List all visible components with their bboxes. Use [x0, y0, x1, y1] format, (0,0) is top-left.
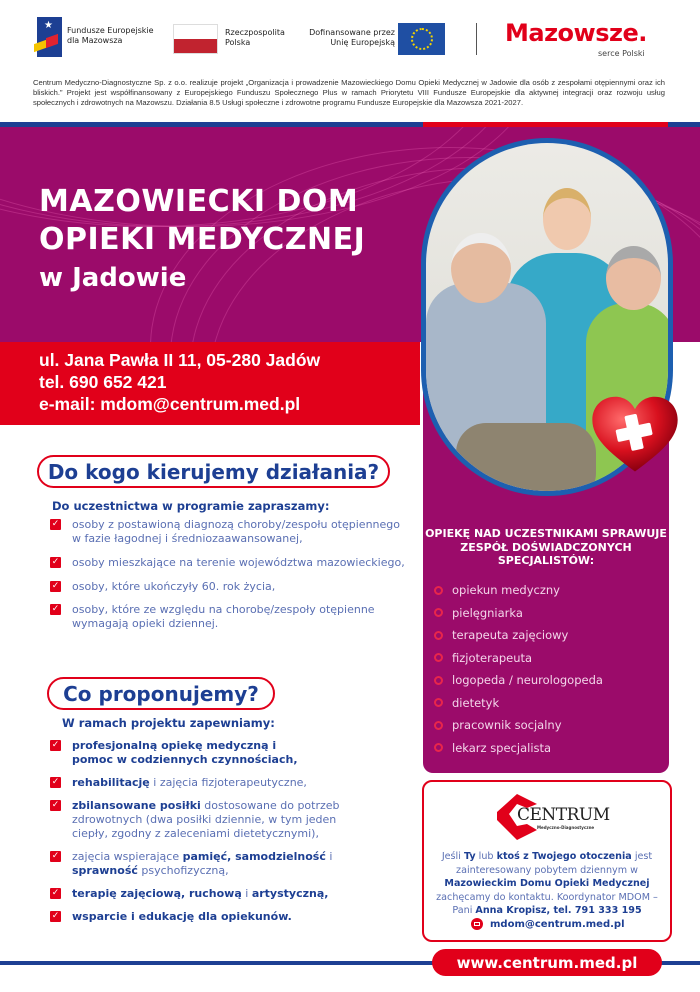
bullet-icon — [434, 631, 443, 640]
phone[interactable]: tel. 690 652 421 — [39, 372, 167, 392]
member-label: dietetyk — [452, 695, 500, 710]
item-text: zajęcia wspierające — [72, 850, 183, 863]
website-link[interactable]: www.centrum.med.pl — [432, 949, 662, 976]
fe-line2: dla Mazowsza — [67, 36, 123, 45]
contact-bar — [0, 342, 420, 425]
checkbox-icon: ✓ — [51, 581, 60, 591]
centrum-tagline: Medyczno-Diagnostyczne — [537, 825, 595, 830]
item-text: i — [241, 887, 252, 900]
bullet-icon — [434, 698, 443, 707]
item-bold: pamięć, samodzielność — [182, 850, 326, 863]
list-item — [50, 580, 410, 594]
checkbox-icon: ✓ — [51, 800, 60, 810]
item-bold: sprawność — [72, 864, 138, 877]
text: lub — [475, 851, 497, 862]
checkbox-icon: ✓ — [51, 557, 60, 567]
bullet-icon — [434, 743, 443, 752]
item-bold: zbilansowane posiłki — [72, 799, 201, 812]
bullet-icon — [434, 721, 443, 730]
checkbox-icon: ✓ — [51, 519, 60, 529]
checkbox-icon: ✓ — [51, 888, 60, 898]
fe-line1: Fundusze Europejskie — [67, 26, 154, 35]
eu-line1: Dofinansowane przez — [309, 28, 395, 37]
project-disclaimer: Centrum Medyczno-Diagnostyczne Sp. z o.o. realizuje projekt „Organizacja i prowadzenie Mazowieckiego Domu Opieki Medycznej w Jadowie dla osób z zespołami otępiennymi oraz ich bliskich.” Projekt jest współfinansowany z Europejskiego Funduszu Społecznego Plus w ramach Priorytetu VIII Fundusze Europejskie dla aktywnej integracji oraz rozwoju usług społecznych i zdrowotnych na Mazowszu. Działania 8.5 Usługi społeczne i zdrowotne programu Fundusze Europejskie dla Mazowsza 2021-2027. — [33, 78, 665, 107]
contact-description — [428, 850, 666, 918]
text: zachęcamy do kontaktu. Koordynator MDOM – Pani — [436, 891, 658, 916]
list-item — [434, 647, 664, 670]
member-label: logopeda / neurologopeda — [452, 673, 603, 688]
member-label: pracownik socjalny — [452, 718, 562, 733]
rzeczpospolita-label — [225, 28, 285, 48]
item-text: i zajęcia fizjoterapeutyczne, — [149, 776, 307, 789]
email-text[interactable]: mdom@centrum.med.pl — [490, 918, 625, 930]
email-link[interactable]: e-mail: mdom@centrum.med.pl — [39, 394, 301, 414]
mail-icon — [471, 918, 483, 930]
title-line2: OPIEKI MEDYCZNEJ — [39, 222, 366, 257]
item-text: osoby, które ukończyły 60. rok życia, — [72, 580, 276, 593]
list-item — [434, 624, 664, 647]
item-bold: terapię zajęciową, ruchową — [72, 887, 242, 900]
member-label: pielęgniarka — [452, 605, 523, 620]
polish-flag-icon — [173, 24, 218, 54]
text-bold: Mazowieckim Domu Opieki Medycznej — [444, 878, 650, 889]
list-item — [434, 579, 664, 602]
rp-line1: Rzeczpospolita — [225, 28, 285, 37]
list-item — [434, 714, 664, 737]
bullet-icon — [434, 676, 443, 685]
text-bold: ktoś z Twojego otoczenia — [496, 851, 632, 862]
mazowsze-logo: Mazowsze. — [505, 19, 647, 47]
checkbox-icon: ✓ — [51, 911, 60, 921]
checkbox-icon: ✓ — [51, 851, 60, 861]
eligibility-list — [50, 518, 410, 631]
heart-cross-icon — [590, 395, 680, 475]
centrum-name: CENTRUM — [517, 805, 610, 825]
fundusze-europejskie-logo-icon: ★ — [37, 17, 62, 57]
logo-divider — [476, 23, 477, 55]
title-line1: MAZOWIECKI DOM — [39, 184, 359, 219]
item-bold: rehabilitację — [72, 776, 150, 789]
checkbox-icon: ✓ — [51, 777, 60, 787]
fundusze-europejskie-label — [67, 26, 154, 46]
list-item — [50, 887, 410, 901]
team-list — [434, 579, 664, 759]
member-label: fizjoterapeuta — [452, 650, 533, 665]
list-item — [434, 737, 664, 760]
section-heading-offer: Co proponujemy? — [47, 677, 275, 710]
list-item — [50, 556, 410, 570]
list-item — [434, 692, 664, 715]
list-item — [50, 799, 350, 841]
list-item — [50, 603, 410, 631]
list-item — [50, 910, 410, 924]
bullet-icon — [434, 653, 443, 662]
section-subheading: W ramach projektu zapewniamy: — [62, 716, 275, 730]
item-text: i — [325, 850, 333, 863]
contact-email-link[interactable] — [471, 918, 625, 930]
list-item — [50, 739, 320, 767]
funding-logos — [0, 0, 700, 72]
eu-flag-icon — [398, 23, 445, 55]
text-bold: Ty — [463, 851, 476, 862]
section-subheading: Do uczestnictwa w programie zapraszamy: — [52, 499, 330, 513]
list-item — [50, 518, 410, 546]
bullet-icon — [434, 586, 443, 595]
checkbox-icon: ✓ — [51, 740, 60, 750]
contact-box — [422, 780, 672, 942]
item-bold: profesjonalną opiekę medyczną i pomoc w codziennych czynnościach, — [72, 739, 298, 766]
coordinator-contact: Anna Kropisz, tel. 791 333 195 — [475, 905, 642, 916]
checkbox-icon: ✓ — [51, 604, 60, 614]
rp-line2: Polska — [225, 38, 251, 47]
list-item — [50, 776, 410, 790]
centrum-logo — [497, 794, 610, 840]
text: Jeśli — [441, 851, 464, 862]
member-label: lekarz specjalista — [452, 740, 552, 755]
item-text: psychofizyczną, — [137, 864, 229, 877]
text: jest zainteresowany pobytem dziennym w — [456, 851, 653, 876]
item-text: osoby mieszkające na terenie województwa mazowieckiego, — [72, 556, 405, 569]
list-item — [50, 850, 340, 878]
eu-line2: Unię Europejską — [330, 38, 395, 47]
item-bold: wsparcie i edukację dla opiekunów. — [72, 910, 292, 923]
item-text: osoby, które ze względu na chorobę/zespoły otępienne wymagają opieki dziennej. — [72, 603, 375, 630]
member-label: terapeuta zajęciowy — [452, 628, 569, 643]
member-label: opiekun medyczny — [452, 583, 560, 598]
page-title — [39, 183, 365, 259]
team-heading: OPIEKĘ NAD UCZESTNIKAMI SPRAWUJE ZESPÓŁ DOŚWIADCZONYCH SPECJALISTÓW: — [425, 527, 667, 567]
mazowsze-tagline: serce Polski — [598, 49, 645, 58]
list-item — [434, 669, 664, 692]
item-text: osoby z postawioną diagnozą choroby/zespołu otępiennego w fazie łagodnej i średniozaawansowanej, — [72, 518, 400, 545]
address: ul. Jana Pawła II 11, 05-280 Jadów — [39, 350, 321, 370]
item-bold: artystyczną, — [251, 887, 329, 900]
item-text: dostosowane do potrzeb zdrowotnych (dwa posiłki dziennie, w tym jeden ciepły, zgodny z zaleceniami dietetycznymi), — [72, 799, 340, 840]
bullet-icon — [434, 608, 443, 617]
list-item — [434, 602, 664, 625]
offer-list — [50, 739, 410, 924]
eu-cofinanced-label — [300, 28, 395, 48]
section-heading-target-group: Do kogo kierujemy działania? — [37, 455, 390, 488]
page-subtitle: w Jadowie — [39, 263, 187, 293]
